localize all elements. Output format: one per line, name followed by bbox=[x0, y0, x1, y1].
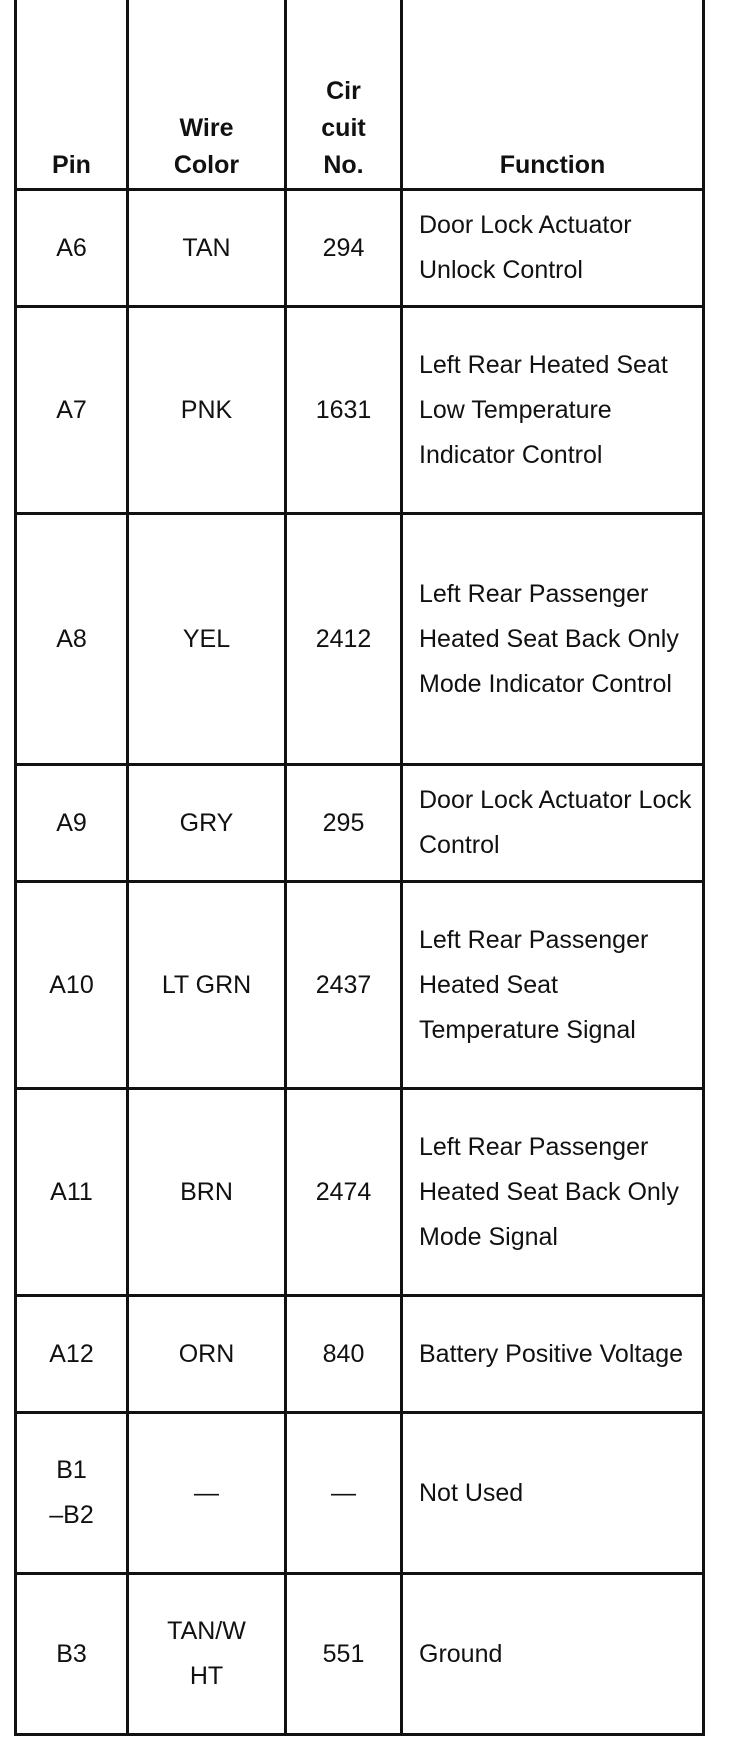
table-row bbox=[16, 1413, 704, 1574]
wire-color-cell: — bbox=[128, 1413, 286, 1574]
function-cell: Door Lock Actuator Unlock Control bbox=[402, 190, 704, 307]
table-row bbox=[16, 1574, 704, 1735]
pin-cell: A7 bbox=[16, 307, 128, 514]
table-row bbox=[16, 307, 704, 514]
function-cell: Not Used bbox=[402, 1413, 704, 1574]
wire-color-cell: TAN/W HT bbox=[128, 1574, 286, 1735]
function-cell: Ground bbox=[402, 1574, 704, 1735]
function-cell: Door Lock Actuator Lock Control bbox=[402, 765, 704, 882]
table-row bbox=[16, 1296, 704, 1413]
wire-color-cell: YEL bbox=[128, 514, 286, 765]
table-row bbox=[16, 514, 704, 765]
table-row bbox=[16, 1089, 704, 1296]
pin-cell: A6 bbox=[16, 190, 128, 307]
pin-cell: A10 bbox=[16, 882, 128, 1089]
circuit-no-cell: 2437 bbox=[286, 882, 402, 1089]
circuit-no-cell: 2412 bbox=[286, 514, 402, 765]
pin-cell: A11 bbox=[16, 1089, 128, 1296]
table-row bbox=[16, 765, 704, 882]
wire-color-cell: ORN bbox=[128, 1296, 286, 1413]
function-cell: Left Rear Passenger Heated Seat Back Only Mode Signal bbox=[402, 1089, 704, 1296]
circuit-no-cell: 551 bbox=[286, 1574, 402, 1735]
circuit-no-cell: 1631 bbox=[286, 307, 402, 514]
pin-cell: B3 bbox=[16, 1574, 128, 1735]
circuit-no-cell: 2474 bbox=[286, 1089, 402, 1296]
circuit-no-cell: 295 bbox=[286, 765, 402, 882]
wire-color-cell: PNK bbox=[128, 307, 286, 514]
connector-pinout-table-frame bbox=[14, 0, 702, 1746]
function-cell: Left Rear Heated Seat Low Temperature Indicator Control bbox=[402, 307, 704, 514]
wire-color-cell: TAN bbox=[128, 190, 286, 307]
pin-cell: A8 bbox=[16, 514, 128, 765]
circuit-no-cell: — bbox=[286, 1413, 402, 1574]
pin-cell: A12 bbox=[16, 1296, 128, 1413]
pin-cell: B1 –B2 bbox=[16, 1413, 128, 1574]
function-cell: Battery Positive Voltage bbox=[402, 1296, 704, 1413]
wire-color-cell: LT GRN bbox=[128, 882, 286, 1089]
function-cell: Left Rear Passenger Heated Seat Back Only Mode Indicator Control bbox=[402, 514, 704, 765]
header-row bbox=[16, 0, 704, 190]
header-circuit-no: Cir cuit No. bbox=[286, 0, 402, 190]
header-wire-color: Wire Color bbox=[128, 0, 286, 190]
header-pin: Pin bbox=[16, 0, 128, 190]
connector-pinout-table bbox=[14, 0, 705, 1736]
circuit-no-cell: 294 bbox=[286, 190, 402, 307]
table-row bbox=[16, 190, 704, 307]
wire-color-cell: GRY bbox=[128, 765, 286, 882]
circuit-no-cell: 840 bbox=[286, 1296, 402, 1413]
table-row bbox=[16, 882, 704, 1089]
function-cell: Left Rear Passenger Heated Seat Temperature Signal bbox=[402, 882, 704, 1089]
wire-color-cell: BRN bbox=[128, 1089, 286, 1296]
pin-cell: A9 bbox=[16, 765, 128, 882]
header-function: Function bbox=[402, 0, 704, 190]
